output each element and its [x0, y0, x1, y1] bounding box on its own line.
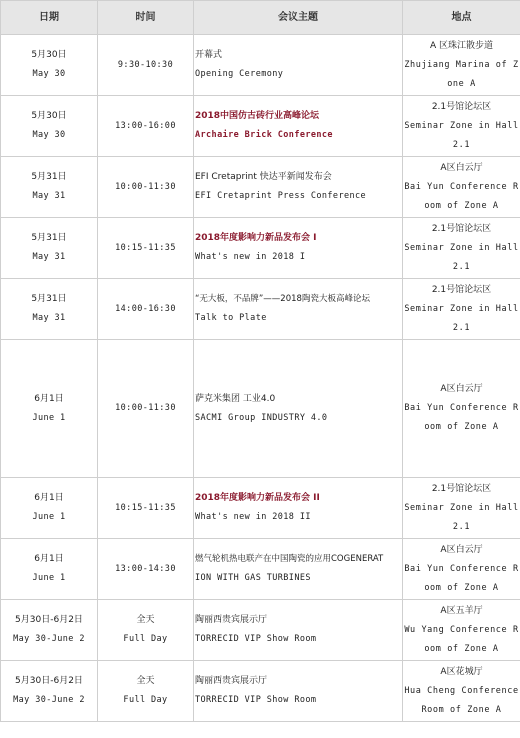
location-en: Hua Cheng Conference Room of Zone A — [404, 685, 519, 715]
table-row — [1, 35, 520, 96]
topic-cn: 燃气轮机热电联产在中国陶瓷的应用COGENERAT — [195, 554, 384, 564]
topic-cn: 陶丽西贵宾展示厅 — [195, 615, 268, 625]
time-text-cn: 全天 — [136, 676, 155, 686]
time-text-en: Full Day — [123, 634, 168, 644]
topic-cn: 2018中国仿古砖行业高峰论坛 — [195, 111, 320, 121]
location-cell — [403, 279, 520, 340]
time-text: 9:30-10:30 — [117, 59, 174, 70]
date-cn: 6月1日 — [34, 554, 64, 564]
topic-en: What's new in 2018 I — [195, 252, 306, 262]
location-cn: 2.1号馆论坛区 — [431, 284, 492, 295]
date-cell — [1, 218, 98, 279]
date-en: May 30-June 2 — [13, 634, 85, 644]
topic-en: Opening Ceremony — [195, 69, 284, 79]
topic-cn: 2018年度影响力新品发布会 I — [195, 233, 317, 243]
location-cell — [403, 478, 520, 539]
date-cell — [1, 35, 98, 96]
topic-cell — [194, 478, 403, 539]
date-en: June 1 — [32, 412, 66, 423]
topic-cell — [194, 600, 403, 661]
date-cell — [1, 96, 98, 157]
header-topic: 会议主题 — [194, 1, 403, 35]
location-en: Zhujiang Marina of Zone A — [404, 59, 519, 89]
topic-cn: 2018年度影响力新品发布会 II — [195, 493, 320, 503]
time-cell — [98, 35, 194, 96]
location-cn: 2.1号馆论坛区 — [431, 101, 492, 112]
location-cell — [403, 96, 520, 157]
header-row — [1, 1, 520, 35]
time-text: 10:00-11:30 — [115, 403, 176, 413]
date-en: May 30-June 2 — [13, 695, 85, 705]
location-en: Seminar Zone in Hall 2.1 — [404, 303, 519, 333]
topic-cell — [194, 340, 403, 478]
date-cn: 5月30日-6月2日 — [15, 676, 83, 686]
date-cell — [1, 340, 98, 478]
topic-en: SACMI Group INDUSTRY 4.0 — [195, 412, 328, 423]
topic-cell — [194, 661, 403, 722]
date-cell — [1, 539, 98, 600]
table-row — [1, 157, 520, 218]
time-text: 10:00-11:30 — [115, 181, 176, 192]
location-cell — [403, 340, 520, 478]
location-en: Seminar Zone in Hall 2.1 — [404, 120, 519, 150]
time-cell — [98, 279, 194, 340]
location-cell — [403, 35, 520, 96]
table-row — [1, 218, 520, 279]
date-cell — [1, 478, 98, 539]
location-cell — [403, 218, 520, 279]
time-cell — [98, 96, 194, 157]
location-cn: 2.1号馆论坛区 — [431, 483, 492, 494]
topic-en: EFI Cretaprint Press Conference — [195, 191, 367, 201]
location-cn: A 区珠江散步道 — [429, 40, 494, 51]
date-cn: 5月30日 — [31, 111, 67, 121]
time-text-cn: 全天 — [136, 615, 155, 625]
location-cell — [403, 661, 520, 722]
time-text: 10:15-11:35 — [115, 502, 176, 513]
date-en: June 1 — [32, 573, 66, 583]
date-en: May 30 — [32, 130, 66, 140]
date-cell — [1, 279, 98, 340]
time-text: 10:15-11:35 — [115, 242, 176, 253]
time-text: 14:00-16:30 — [115, 303, 176, 314]
time-text-en: Full Day — [123, 695, 168, 705]
date-cn: 5月30日-6月2日 — [15, 615, 83, 625]
topic-cell — [194, 96, 403, 157]
date-cn: 5月30日 — [31, 50, 67, 60]
header-time: 时间 — [98, 1, 194, 35]
date-en: May 31 — [32, 191, 66, 201]
time-cell — [98, 661, 194, 722]
time-text: 13:00-16:00 — [115, 120, 176, 131]
table-row — [1, 96, 520, 157]
location-cn: A区白云厅 — [440, 384, 483, 394]
topic-cn: “无大板，不品牌”——2018陶瓷大板高峰论坛 — [195, 294, 370, 304]
topic-en: Archaire Brick Conference — [195, 130, 333, 140]
time-cell — [98, 157, 194, 218]
topic-cell — [194, 218, 403, 279]
time-cell — [98, 478, 194, 539]
header-location: 地点 — [403, 1, 520, 35]
table-row — [1, 600, 520, 661]
table-row — [1, 279, 520, 340]
table-row — [1, 340, 520, 478]
time-cell — [98, 340, 194, 478]
topic-cell — [194, 539, 403, 600]
topic-cell — [194, 279, 403, 340]
header-date: 日期 — [1, 1, 98, 35]
date-cn: 5月31日 — [31, 172, 67, 182]
time-cell — [98, 539, 194, 600]
topic-cn: 萨克米集团 工业4.0 — [195, 393, 276, 404]
location-en: Bai Yun Conference Room of Zone A — [404, 403, 519, 432]
date-cn: 6月1日 — [34, 393, 64, 404]
topic-cn: EFI Cretaprint 快达平新闻发布会 — [195, 172, 332, 182]
location-cn: A区五羊厅 — [440, 605, 483, 616]
location-cell — [403, 157, 520, 218]
time-cell — [98, 218, 194, 279]
time-cell — [98, 600, 194, 661]
location-en: Bai Yun Conference Room of Zone A — [404, 181, 519, 211]
date-cn: 5月31日 — [31, 233, 67, 243]
date-cell — [1, 600, 98, 661]
topic-en: TORRECID VIP Show Room — [195, 634, 317, 644]
topic-cell — [194, 157, 403, 218]
location-en: Wu Yang Conference Room of Zone A — [404, 624, 519, 654]
location-en: Bai Yun Conference Room of Zone A — [404, 563, 519, 593]
date-cn: 5月31日 — [31, 294, 67, 304]
topic-cn: 开幕式 — [195, 50, 223, 60]
date-en: June 1 — [32, 512, 66, 522]
time-text: 13:00-14:30 — [115, 563, 176, 574]
date-cell — [1, 157, 98, 218]
location-cn: A区花城厅 — [440, 666, 483, 677]
topic-en: Talk to Plate — [195, 313, 267, 323]
table-row — [1, 539, 520, 600]
table-row — [1, 478, 520, 539]
date-cell — [1, 661, 98, 722]
location-cn: A区白云厅 — [440, 162, 483, 173]
date-en: May 31 — [32, 252, 66, 262]
location-cell — [403, 600, 520, 661]
table-row — [1, 661, 520, 722]
location-en: Seminar Zone in Hall 2.1 — [404, 502, 519, 532]
location-cell — [403, 539, 520, 600]
topic-en: ION WITH GAS TURBINES — [195, 573, 311, 583]
date-en: May 30 — [32, 69, 66, 79]
date-cn: 6月1日 — [34, 493, 64, 503]
location-en: Seminar Zone in Hall 2.1 — [404, 242, 519, 272]
location-cn: A区白云厅 — [440, 544, 483, 555]
topic-en: What's new in 2018 II — [195, 512, 311, 522]
topic-cell — [194, 35, 403, 96]
topic-cn: 陶丽西贵宾展示厅 — [195, 676, 268, 686]
date-en: May 31 — [32, 313, 66, 323]
topic-en: TORRECID VIP Show Room — [195, 695, 317, 705]
location-cn: 2.1号馆论坛区 — [431, 223, 492, 234]
